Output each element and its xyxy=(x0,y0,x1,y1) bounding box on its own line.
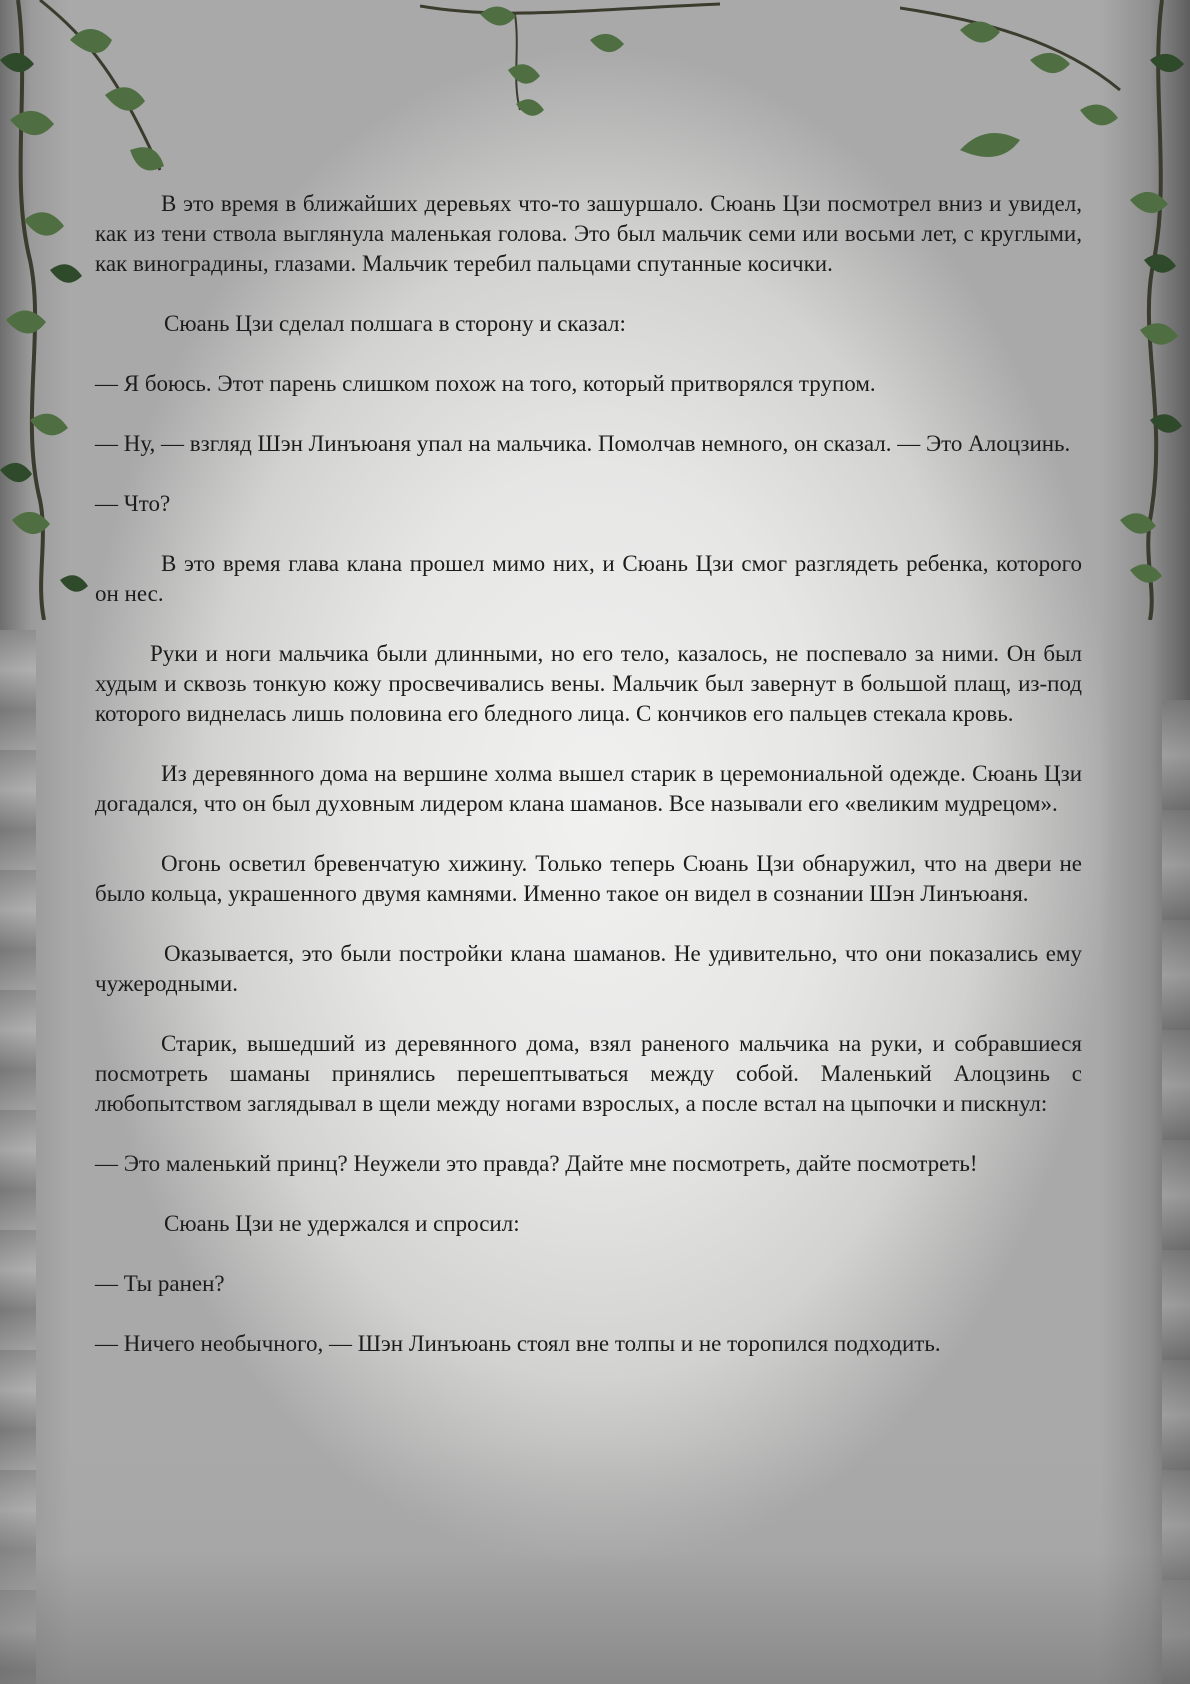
paragraph-2: Сюань Цзи сделал полшага в сторону и сказал: xyxy=(164,311,626,336)
paragraph-12: — Это маленький принц? Неужели это правда? Дайте мне посмотреть, дайте посмотреть! xyxy=(95,1151,978,1176)
paragraph-15: — Ничего необычного, — Шэн Линъюань стоял вне толпы и не торопился подходить. xyxy=(95,1331,941,1356)
paragraph-7: Руки и ноги мальчика были длинными, но его тело, казалось, не поспевало за ними. Он был худым и сквозь тонкую кожу просвечивались вены. Мальчик был завернут в большой плащ, из-под которого виднелась лишь половина его бледного лица. С кончиков его пальцев стекала кровь. xyxy=(95,641,1082,726)
paragraph-4: — Ну, — взгляд Шэн Линъюаня упал на мальчика. Помолчав немного, он сказал. — Это Алоцзинь. xyxy=(95,431,1071,456)
paragraph-10: Оказывается, это были постройки клана шаманов. Не удивительно, что они показались ему чужеродными. xyxy=(95,941,1082,996)
paragraph-3: — Я боюсь. Этот парень слишком похож на того, который притворялся трупом. xyxy=(95,371,876,396)
paragraph-8: Из деревянного дома на вершине холма вышел старик в церемониальной одежде. Сюань Цзи догадался, что он был духовным лидером клана шаманов. Все называли его «великим мудрецом». xyxy=(95,761,1082,816)
paragraph-14: — Ты ранен? xyxy=(95,1271,225,1296)
paragraph-9: Огонь осветил бревенчатую хижину. Только теперь Сюань Цзи обнаружил, что на двери не было кольца, украшенного двумя камнями. Именно такое он видел в сознании Шэн Линъюаня. xyxy=(95,851,1082,906)
paragraph-5: — Что? xyxy=(95,491,171,516)
paragraph-1: В это время в ближайших деревьях что-то зашуршало. Сюань Цзи посмотрел вниз и увидел, как из тени ствола выглянула маленькая голова. Это был мальчик семи или восьми лет, с круглыми, как виноградины, глазами. Мальчик теребил пальцами спутанные косички. xyxy=(95,191,1082,276)
document-body xyxy=(95,189,1082,1389)
bottom-shadow xyxy=(0,1444,1190,1684)
paragraph-11: Старик, вышедший из деревянного дома, взял раненого мальчика на руки, и собравшиеся посмотреть шаманы принялись перешептываться между собой. Маленький Алоцзинь с любопытством заглядывал в щели между ногами взрослых, а после встал на цыпочки и пискнул: xyxy=(95,1031,1082,1116)
paragraph-6: В это время глава клана прошел мимо них, и Сюань Цзи смог разглядеть ребенка, которого он нес. xyxy=(95,551,1082,606)
paragraph-13: Сюань Цзи не удержался и спросил: xyxy=(164,1211,520,1236)
